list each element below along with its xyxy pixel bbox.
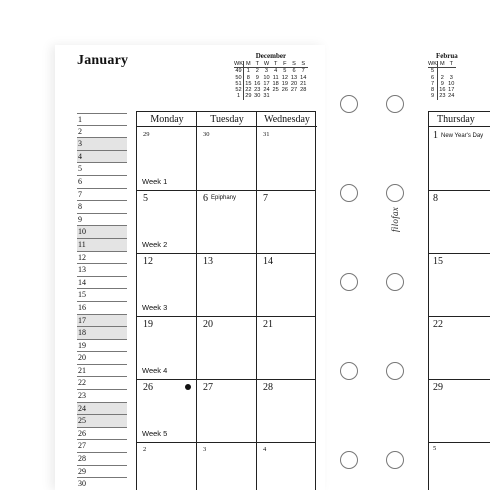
day-date: 4 (263, 446, 267, 453)
day-number-row: 16 (77, 302, 127, 315)
binder-ring-hole (340, 184, 358, 202)
day-number-row: 19 (77, 340, 127, 353)
mini-calendar-day: 21 (300, 80, 307, 87)
mini-calendar-february (428, 52, 458, 100)
week-grid (136, 111, 316, 490)
header-wednesday: Wednesday (257, 112, 317, 127)
day-number-row: 29 (77, 466, 127, 479)
day-number-row: 1 (77, 113, 127, 126)
day-date: 30 (203, 131, 210, 138)
day-date: 29 (433, 382, 443, 393)
header-thursday: Thursday (429, 112, 490, 127)
mini-calendar-head-cell: WK (428, 61, 438, 67)
mini-calendar-day: 17 (448, 87, 455, 94)
day-date: 14 (263, 256, 273, 267)
mini-calendar-week-number: 7 (428, 81, 438, 87)
mini-calendar-day: 8 (246, 74, 250, 81)
week-label: Week 2 (142, 240, 168, 249)
mini-calendar-day: 18 (272, 80, 279, 87)
mini-calendar-day: 9 (440, 80, 444, 87)
day-date: 12 (143, 256, 153, 267)
mini-calendar-week-number: 9 (428, 93, 438, 99)
binder-ring-hole (340, 451, 358, 469)
mini-calendar-head-cell: T (271, 61, 280, 68)
mini-calendar-head-cell: S (299, 61, 308, 68)
binder-ring-hole (386, 362, 404, 380)
mini-calendar-week-number: 50 (235, 74, 242, 81)
week-divider (137, 379, 315, 380)
day-number-row: 10 (77, 226, 127, 239)
filofax-logo: filofax (390, 206, 400, 232)
day-date: 26 (143, 382, 153, 393)
week-label: Week 3 (142, 303, 168, 312)
mini-calendar-day: 5 (283, 68, 287, 75)
day-number-row: 13 (77, 264, 127, 277)
day-number-row: 4 (77, 151, 127, 164)
mini-calendar-day: 9 (255, 74, 259, 81)
day-date: 6 (203, 193, 208, 204)
mini-calendar-day: 27 (290, 87, 298, 94)
mini-calendar-day: 2 (440, 74, 444, 81)
mini-calendar-day (299, 93, 308, 99)
mini-calendar-head-cell: W (263, 61, 270, 67)
mini-calendar-week-number: 52 (235, 87, 242, 94)
mini-calendar-head-cell: T (447, 61, 456, 68)
mini-calendar-day: 6 (292, 68, 296, 75)
binder-ring-hole (340, 362, 358, 380)
mini-calendar-week-number: 6 (428, 75, 438, 81)
day-number-row: 11 (77, 239, 127, 252)
mini-calendar-day: 3 (264, 68, 269, 75)
mini-calendar-day: 22 (245, 87, 252, 94)
mini-calendar-day (271, 93, 280, 99)
mini-calendar-december (234, 52, 308, 100)
mini-calendar-day: 23 (439, 93, 446, 100)
week-divider (137, 253, 315, 254)
mini-calendar-week-number: 5 (428, 68, 438, 75)
day-date: 2 (143, 446, 147, 453)
mini-calendar-day: 31 (263, 93, 270, 100)
day-number-row: 15 (77, 289, 127, 302)
week-label: Week 1 (142, 177, 168, 186)
mini-calendar-day: 10 (263, 74, 270, 81)
day-date: 7 (263, 193, 268, 204)
mini-calendar-day: 12 (281, 74, 288, 81)
week-divider (137, 442, 315, 443)
day-number-row: 8 (77, 201, 127, 214)
week-label: Week 4 (142, 366, 168, 375)
binder-ring-hole (386, 451, 404, 469)
week-divider (429, 190, 490, 191)
column-divider (196, 112, 197, 490)
day-date: 28 (263, 382, 273, 393)
mini-calendar-day: 30 (254, 93, 261, 100)
day-date: 21 (263, 319, 273, 330)
day-number-row: 14 (77, 277, 127, 290)
day-date: 29 (143, 131, 150, 138)
day-date: 5 (433, 445, 437, 452)
right-week-grid (428, 111, 490, 490)
mini-calendar-day: 29 (245, 93, 252, 100)
week-divider (137, 190, 315, 191)
binder-ring-hole (340, 273, 358, 291)
mini-calendar-day: 16 (439, 87, 446, 94)
mini-calendar-week-number: 49 (235, 68, 242, 75)
week-divider (429, 442, 490, 443)
day-number-row: 21 (77, 365, 127, 378)
day-date: 20 (203, 319, 213, 330)
binder-ring-hole (386, 273, 404, 291)
day-date: 22 (433, 319, 443, 330)
mini-calendar-head-cell: F (280, 61, 289, 68)
holiday-label: New Year's Day (441, 133, 484, 139)
mini-calendar-day (447, 68, 456, 75)
mini-calendar-day: 25 (272, 87, 279, 94)
day-number-row: 12 (77, 252, 127, 265)
day-date: 3 (203, 446, 207, 453)
mini-calendar-head-cell: WK (234, 61, 244, 67)
mini-calendar-day: 14 (300, 74, 307, 81)
mini-calendar-day: 7 (301, 68, 305, 75)
mini-calendar-head-cell: S (289, 61, 298, 68)
day-number-row: 6 (77, 176, 127, 189)
mini-calendar-head-cell: M (244, 61, 253, 68)
week-divider (137, 316, 315, 317)
header-monday: Monday (137, 112, 197, 127)
mini-calendar-day (280, 93, 289, 99)
mini-calendar-day: 4 (274, 68, 278, 75)
mini-calendar-title: Februa (436, 52, 458, 60)
mini-calendar-day: 24 (263, 87, 270, 94)
header-tuesday: Tuesday (197, 112, 257, 127)
mini-calendar-day: 2 (255, 68, 259, 75)
day-date: 13 (203, 256, 213, 267)
column-divider (256, 112, 257, 490)
binder-ring-hole (386, 184, 404, 202)
mini-calendar-week-number: 51 (235, 80, 242, 87)
mini-calendar-day: 26 (281, 87, 288, 94)
day-number-row: 20 (77, 352, 127, 365)
day-date: 31 (263, 131, 270, 138)
mini-calendar-day: 28 (300, 87, 307, 94)
mini-calendar-week-number: 8 (428, 87, 438, 93)
day-number-row: 22 (77, 377, 127, 390)
mini-calendar-day: 15 (245, 80, 252, 87)
day-number-row: 18 (77, 327, 127, 340)
mini-calendar-day: 17 (263, 80, 270, 87)
day-number-row: 17 (77, 315, 127, 328)
mini-calendar-day (438, 68, 447, 75)
mini-calendar-head-cell: M (438, 61, 447, 68)
mini-calendar-day (289, 93, 298, 99)
mini-calendar-day: 16 (254, 80, 261, 87)
binder-ring-hole (386, 95, 404, 113)
week-divider (429, 379, 490, 380)
day-number-row: 3 (77, 138, 127, 151)
day-number-row: 28 (77, 453, 127, 466)
day-date: 27 (203, 382, 213, 393)
week-label: Week 5 (142, 429, 168, 438)
day-number-row: 27 (77, 440, 127, 453)
day-number-row: 7 (77, 189, 127, 202)
day-number-column (77, 113, 127, 490)
mini-calendar-table (234, 61, 308, 100)
day-date: 15 (433, 256, 443, 267)
mini-calendar-head-cell: T (253, 61, 262, 68)
week-divider (429, 316, 490, 317)
mini-calendar-day: 23 (254, 87, 261, 94)
mini-calendar-day: 11 (272, 74, 279, 81)
day-number-row: 2 (77, 126, 127, 139)
mini-calendar-day: 10 (448, 80, 455, 87)
mini-calendar-day: 1 (246, 68, 250, 75)
mini-calendar-day: 13 (290, 74, 298, 81)
mini-calendar-day: 24 (448, 93, 455, 100)
moon-phase-dot (185, 384, 191, 390)
day-number-row: 9 (77, 214, 127, 227)
mini-calendar-day: 19 (281, 80, 288, 87)
month-title: January (77, 53, 129, 68)
day-number-row: 5 (77, 163, 127, 176)
day-number-row: 25 (77, 415, 127, 428)
mini-calendar-day: 20 (290, 80, 298, 87)
binder-ring-hole (340, 95, 358, 113)
holiday-label: Epiphany (211, 195, 237, 201)
day-date: 5 (143, 193, 148, 204)
mini-calendar-title: December (255, 52, 287, 60)
day-date: 1 (433, 130, 438, 141)
week-divider (429, 253, 490, 254)
day-number-row: 24 (77, 403, 127, 416)
day-number-row: 26 (77, 428, 127, 441)
day-date: 19 (143, 319, 153, 330)
day-number-row: 23 (77, 390, 127, 403)
mini-calendar-week-number: 1 (234, 93, 244, 99)
day-number-row: 30 (77, 478, 127, 490)
mini-calendar-table (428, 61, 456, 100)
mini-calendar-day: 3 (449, 74, 453, 81)
day-date: 8 (433, 193, 438, 204)
